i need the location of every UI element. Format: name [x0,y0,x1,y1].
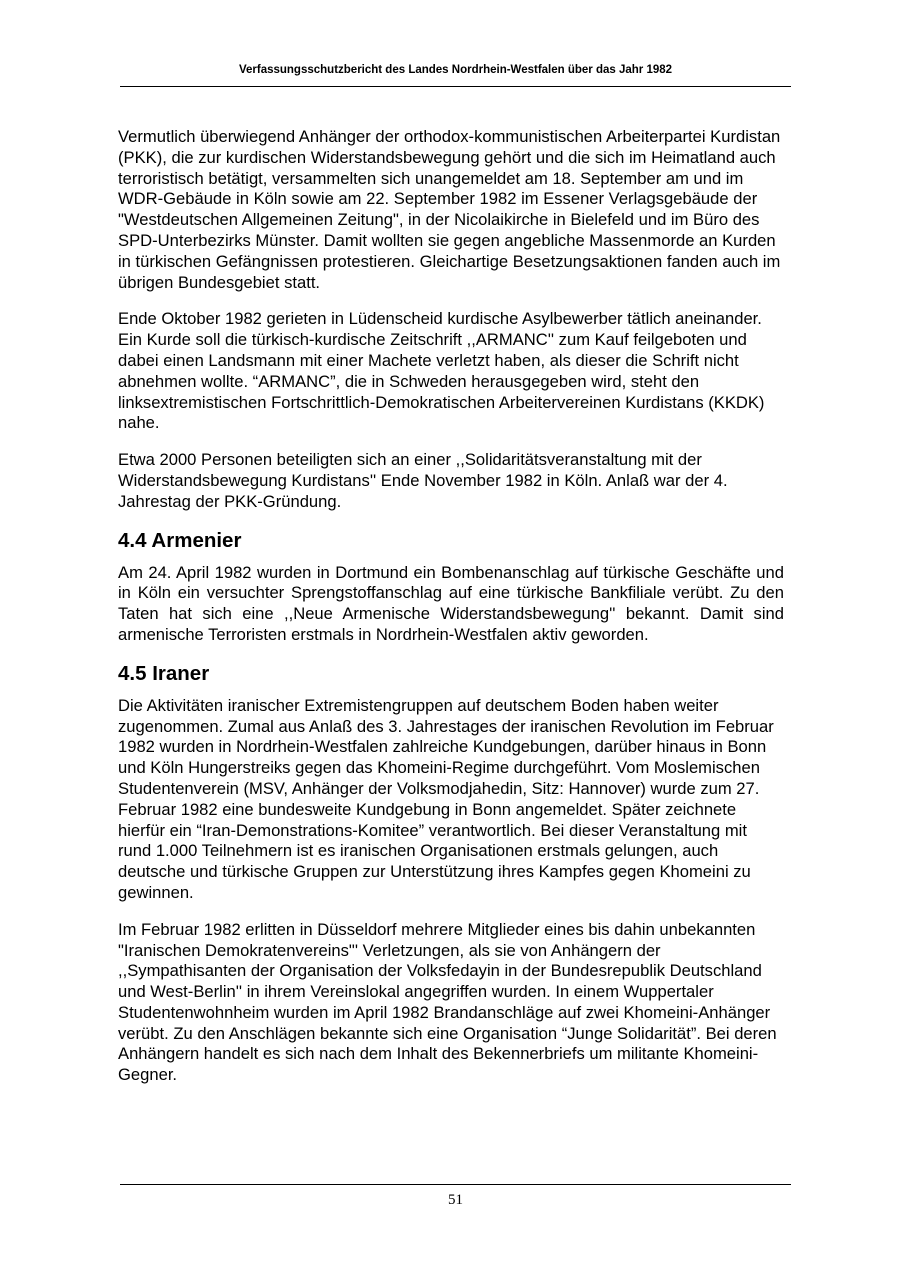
header-rule [120,86,791,87]
section-heading-armenier: 4.4 Armenier [118,528,242,552]
section-heading-iraner: 4.5 Iraner [118,661,210,685]
paragraph-luedenscheid: Ende Oktober 1982 gerieten in Lüdenscheid kurdische Asylbewerber tätlich aneinander. Ein Kurde soll die türkisch-kurdische Zeitschrift ,,ARMANC'' zum Kauf feilgeboten und dabei einen Landsmann mit einer Machete verletzt haben, als dieser die Schrift nicht abnehmen wollte. “ARMANC”, die in Schweden herausgegeben wird, steht den linksextremistischen Fortschrittlich-Demokratischen Arbeitervereinen Kurdistans (KKDK) nahe. [118,309,765,433]
paragraph-iraner-activities: Die Aktivitäten iranischer Extremistengruppen auf deutschem Boden haben weiter zugenommen. Zumal aus Anlaß des 3. Jahrestages der iranischen Revolution im Februar 1982 wurden in Nordrhein-Westfalen zahlreiche Kundgebungen, darüber hinaus in Bonn und Köln Hungerstreiks gegen das Khomeini-Regime durchgeführt. Vom Moslemischen Studentenverein (MSV, Anhänger der Volksmodjahedin, Sitz: Hannover) wurde zum 27. Februar 1982 eine bundesweite Kundgebung in Bonn angemeldet. Später zeichnete hierfür ein “Iran-Demonstrations-Komitee” verantwortlich. Bei dieser Veranstaltung mit rund 1.000 Teilnehmern ist es iranischen Organisationen erstmals gelungen, auch deutsche und türkische Gruppen zur Unterstützung ihres Kampfes gegen Khomeini zu gewinnen. [118,695,774,902]
paragraph-pkk-occupations: Vermutlich überwiegend Anhänger der orthodox-kommunistischen Arbeiterpartei Kurdistan (PKK), die zur kurdischen Widerstandsbewegung gehört und die sich im Heimatland auch terroristisch betätigt, versammelten sich unangemeldet am 18. September am und im WDR-Gebäude in Köln sowie am 22. September 1982 im Essener Verlagsgebäude der "Westdeutschen Allgemeinen Zeitung", in der Nicolaikirche in Bielefeld und im Büro des SPD-Unterbezirks Münster. Damit wollten sie gegen angebliche Massenmorde an Kurden in türkischen Gefängnissen protestieren. Gleichartige Besetzungsaktionen fanden auch im übrigen Bundesgebiet statt. [118,127,781,292]
paragraph-armenier: Am 24. April 1982 wurden in Dortmund ein Bombenanschlag auf türkische Geschäfte und in Köln ein versuchter Sprengstoffanschlag auf eine türkische Bankfiliale verübt. Zu den Taten hat sich eine ,,Neue Armenische Widerstandsbewegung'' bekannt. Damit sind armenische Terroristen erstmals in Nordrhein-Westfalen aktiv geworden. [118,562,784,644]
page-content [118,127,784,1102]
page-number: 51 [448,1192,463,1208]
footer-rule [120,1184,791,1185]
paragraph-solidarity-event: Etwa 2000 Personen beteiligten sich an einer ,,Solidaritätsveranstaltung mit der Widerstandsbewegung Kurdistans'' Ende November 1982 in Köln. Anlaß war der 4. Jahrestag der PKK-Gründung. [118,450,728,511]
running-header: Verfassungsschutzbericht des Landes Nordrhein-Westfalen über das Jahr 1982 [238,64,673,76]
paragraph-iraner-incidents: Im Februar 1982 erlitten in Düsseldorf mehrere Mitglieder eines bis dahin unbekannten "Iranischen Demokratenvereins"' Verletzungen, als sie von Anhängern der ,,Sympathisanten der Organisation der Volksfedayin in der Bundesrepublik Deutschland und West-Berlin'' in ihrem Vereinslokal angegriffen wurden. In einem Wuppertaler Studentenwohnheim wurden im April 1982 Brandanschläge auf zwei Khomeini-Anhänger verübt. Zu den Anschlägen bekannte sich eine Organisation “Junge Solidarität”. Bei deren Anhängern handelt es sich nach dem Inhalt des Bekennerbriefs um militante Khomeini-Gegner. [118,919,777,1085]
